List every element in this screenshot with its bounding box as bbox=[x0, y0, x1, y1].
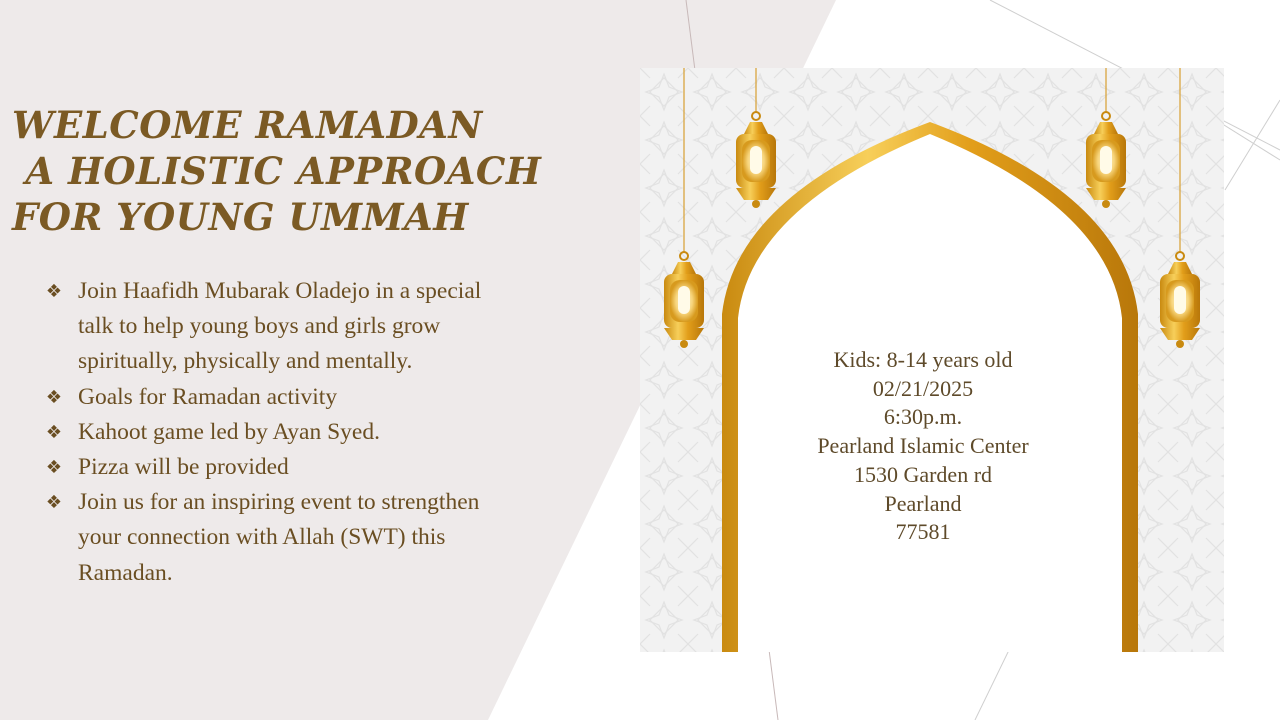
city: Pearland bbox=[884, 490, 962, 516]
age-range: Kids: 8-14 years old bbox=[833, 347, 1013, 372]
list-item-text: Join us for an inspiring event to strengthen your connection with Allah (SWT) this Ramadan. bbox=[78, 489, 480, 586]
event-time: 6:30p.m. bbox=[883, 404, 963, 430]
title-line-1: WELCOME RAMADAN bbox=[12, 103, 483, 147]
list-item bbox=[42, 485, 502, 591]
street-address: 1530 Garden rd bbox=[853, 461, 993, 487]
list-item-text: Goals for Ramadan activity bbox=[78, 383, 338, 410]
event-bullet-list bbox=[42, 274, 502, 591]
event-details bbox=[760, 346, 1086, 547]
event-date: 02/21/2025 bbox=[872, 375, 974, 401]
list-item bbox=[42, 415, 502, 450]
title-line-3: FOR YOUNG UMMAH bbox=[12, 195, 469, 239]
diamond-bullet-icon: ❖ bbox=[45, 281, 63, 302]
list-item bbox=[42, 274, 502, 380]
list-item bbox=[42, 450, 502, 485]
diamond-bullet-icon: ❖ bbox=[45, 386, 63, 408]
diamond-bullet-icon: ❖ bbox=[45, 457, 63, 479]
list-item-text: Kahoot game led by Ayan Syed. bbox=[78, 418, 380, 445]
diamond-bullet-icon: ❖ bbox=[45, 492, 63, 514]
title-line-2: A HOLISTIC APPROACH bbox=[12, 149, 542, 193]
zip-code: 77581 bbox=[895, 519, 951, 545]
page-title bbox=[12, 102, 612, 240]
venue-name: Pearland Islamic Center bbox=[817, 433, 1029, 459]
list-item-text: Pizza will be provided bbox=[78, 454, 289, 481]
list-item bbox=[42, 380, 502, 415]
diamond-bullet-icon: ❖ bbox=[45, 421, 63, 443]
list-item-text: Join Haafidh Mubarak Oladejo in a special talk to help young boys and girls grow spiritually, physically and mentally. bbox=[78, 278, 482, 375]
